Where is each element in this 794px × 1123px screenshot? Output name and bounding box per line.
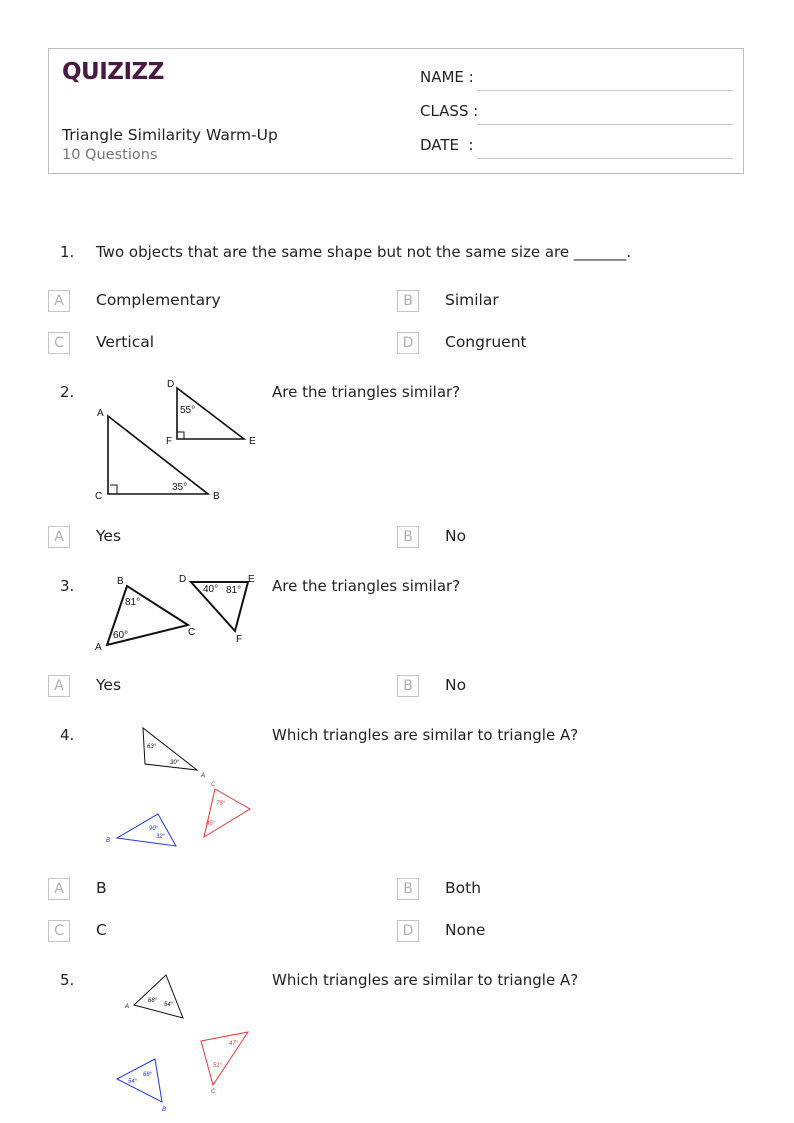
q3-triangles-figure <box>90 570 265 655</box>
triangle-a <box>134 975 183 1018</box>
option-text: Both <box>445 879 482 897</box>
option-text: None <box>445 921 486 939</box>
angle-81: 81° <box>226 585 242 596</box>
date-field[interactable] <box>420 136 474 160</box>
c-angle-75: 75° <box>216 801 226 807</box>
label-e: E <box>249 436 256 447</box>
label-b: B <box>213 491 220 502</box>
option-text: Yes <box>96 527 122 545</box>
question-3-text: Are the triangles similar? <box>272 577 461 595</box>
triangle-b <box>117 814 176 846</box>
option-letter: D <box>397 920 419 942</box>
label-d: D <box>179 574 187 585</box>
question-4-text: Which triangles are similar to triangle A? <box>272 726 579 744</box>
option-text: Vertical <box>96 333 155 351</box>
q5-triangles-figure <box>100 968 260 1118</box>
angle-55: 55° <box>180 405 196 416</box>
class-line[interactable] <box>477 124 733 125</box>
class-field[interactable] <box>420 102 478 126</box>
b-angle-68: 68° <box>143 1072 153 1078</box>
a-angle-63: 63° <box>147 744 157 750</box>
angle-40: 40° <box>203 584 219 595</box>
option-text: B <box>96 879 107 897</box>
label-b: B <box>106 838 111 844</box>
question-count: 10 Questions <box>62 147 158 163</box>
name-line[interactable] <box>477 90 733 91</box>
label-e: E <box>248 574 255 585</box>
a-angle-54: 54° <box>164 1002 174 1008</box>
triangle-abc <box>108 416 208 494</box>
label-f: F <box>236 634 243 645</box>
triangle-b <box>117 1059 162 1102</box>
label-a: A <box>125 1004 130 1010</box>
option-text: Yes <box>96 676 122 694</box>
label-b: B <box>117 576 124 587</box>
option-letter: B <box>397 878 419 900</box>
label-c: C <box>95 491 103 502</box>
option-letter: D <box>397 332 419 354</box>
q2-triangles-figure <box>90 376 265 506</box>
option-letter: B <box>397 675 419 697</box>
option-letter: A <box>48 675 70 697</box>
option-text: Complementary <box>96 291 221 309</box>
c-angle-45: 45° <box>206 821 216 827</box>
option-letter: C <box>48 332 70 354</box>
label-c: C <box>211 782 216 788</box>
right-angle-f <box>177 432 184 439</box>
option-text: Congruent <box>445 333 527 351</box>
label-f: F <box>166 436 173 447</box>
c-angle-47: 47° <box>229 1041 239 1047</box>
c-angle-51: 51° <box>213 1063 223 1069</box>
date-line[interactable] <box>477 158 733 159</box>
angle-35: 35° <box>172 482 188 493</box>
option-letter: C <box>48 920 70 942</box>
option-text: No <box>445 527 467 545</box>
label-c: C <box>188 627 196 638</box>
option-letter: A <box>48 290 70 312</box>
question-5-number: 5. <box>60 971 75 989</box>
quizizz-logo: QUIZIZZ <box>62 59 164 85</box>
b-angle-90: 90° <box>149 826 159 832</box>
question-2-text: Are the triangles similar? <box>272 383 461 401</box>
label-a: A <box>95 642 102 653</box>
worksheet-header <box>48 48 744 174</box>
label-b: B <box>162 1107 167 1113</box>
question-4-number: 4. <box>60 726 75 744</box>
option-letter: B <box>397 526 419 548</box>
option-text: Similar <box>445 291 499 309</box>
option-letter: A <box>48 526 70 548</box>
option-text: No <box>445 676 467 694</box>
name-field[interactable] <box>420 68 474 92</box>
triangle-c <box>204 789 250 837</box>
b-angle-32: 32° <box>156 834 166 840</box>
option-text: C <box>96 921 107 939</box>
question-3-number: 3. <box>60 577 75 595</box>
angle-81: 81° <box>125 597 141 608</box>
question-1-number: 1. <box>60 243 75 261</box>
worksheet-title: Triangle Similarity Warm-Up <box>62 126 278 144</box>
triangle-c <box>201 1032 248 1085</box>
class-label: CLASS : <box>420 102 479 120</box>
right-angle-c <box>110 485 117 494</box>
option-letter: A <box>48 878 70 900</box>
a-angle-30: 30° <box>170 760 180 766</box>
label-d: D <box>167 379 175 390</box>
label-a: A <box>97 408 104 419</box>
label-c: C <box>211 1089 216 1095</box>
date-label: DATE : <box>420 136 474 154</box>
option-letter: B <box>397 290 419 312</box>
name-label: NAME : <box>420 68 474 86</box>
a-angle-68: 68° <box>148 998 158 1004</box>
question-2-number: 2. <box>60 383 75 401</box>
question-1-text: Two objects that are the same shape but not the same size are _______. <box>96 243 632 261</box>
q4-triangles-figure <box>100 722 260 852</box>
label-a: A <box>201 773 206 779</box>
question-5-text: Which triangles are similar to triangle A? <box>272 971 579 989</box>
angle-60: 60° <box>113 630 129 641</box>
b-angle-54: 54° <box>128 1079 138 1085</box>
